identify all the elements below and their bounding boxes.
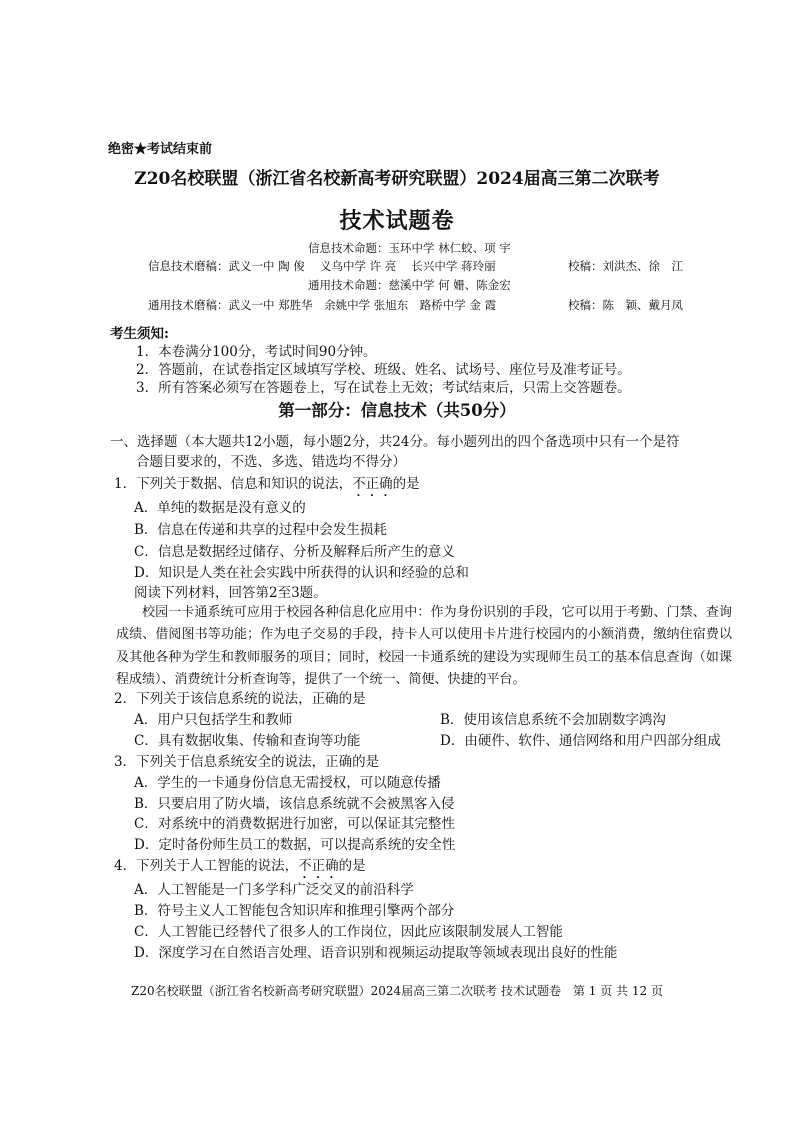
paper-title: 技术试题卷 xyxy=(339,208,455,234)
q4-option-c: C．人工智能已经替代了很多人的工作岗位，因此应该限制发展人工智能 xyxy=(134,924,563,940)
credit-info-reviewers: 信息技术磨稿：武义一中 陶 俊 义乌中学 许 亮 长兴中学 蒋玲丽 xyxy=(148,259,496,273)
credit-info-setter: 信息技术命题：玉环中学 林仁蛟、项 宇 xyxy=(308,241,511,255)
material-intro: 阅读下列材料，回答第2至3题。 xyxy=(134,585,327,601)
emphasis-not-correct: 不正确 xyxy=(352,476,393,492)
exam-title: Z20名校联盟（浙江省名校新高考研究联盟）2024届高三第二次联考 xyxy=(134,169,660,189)
credit-general-setter: 通用技术命题：慈溪中学 何 姗、陈金宏 xyxy=(308,278,511,292)
q2-option-b: B．使用该信息系统不会加剧数字鸿沟 xyxy=(440,712,666,728)
emphasis-not-correct: 不正确 xyxy=(298,858,339,874)
confidential-mark: 绝密★考试结束前 xyxy=(108,142,213,157)
q1-option-a: A．单纯的数据是没有意义的 xyxy=(134,500,306,516)
q2-option-d: D．由硬件、软件、通信网络和用户四部分组成 xyxy=(440,733,721,749)
question-2-stem: 2．下列关于该信息系统的说法，正确的是 xyxy=(114,691,366,707)
q3-option-b: B．只要启用了防火墙，该信息系统就不会被黑客入侵 xyxy=(134,796,455,812)
q1-option-d: D．知识是人类在社会实践中所获得的认识和经验的总和 xyxy=(134,565,469,581)
notice-item: 1．本卷满分100分，考试时间90分钟。 xyxy=(136,344,377,360)
q4-option-a: A．人工智能是一门多学科广泛交叉的前沿科学 xyxy=(134,882,414,898)
reading-passage: 校园一卡通系统可应用于校园各种信息化应用中：作为身份识别的手段，它可以用于考勤、门禁、查询成绩、借阅图书等功能；作为电子交易的手段，持卡人可以使用卡片进行校园内的小额消费，缴纳住宿费以及其他各种为学生和教师服务的项目；同时，校园一卡通系统的建设为实现师生员工的基本信息查询（如课程成绩）、消费统计分析查询等，提供了一个统一、简便、快捷的平台。 xyxy=(116,605,732,687)
page-footer: Z20名校联盟（浙江省名校新高考研究联盟）2024届高三第二次联考 技术试题卷 第 1 页 共 12 页 xyxy=(131,984,663,998)
q2-option-a: A．用户只包括学生和教师 xyxy=(134,712,293,728)
notice-item: 3．所有答案必须写在答题卷上，写在试卷上无效；考试结束后，只需上交答题卷。 xyxy=(136,380,631,396)
question-1-stem: 1．下列关于数据、信息和知识的说法，不正确的是 xyxy=(114,476,420,492)
q4-option-b: B．符号主义人工智能包含知识库和推理引擎两个部分 xyxy=(134,903,455,919)
part-title: 第一部分：信息技术（共50分） xyxy=(278,401,516,420)
credit-general-proof: 校稿：陈 颖、戴月凤 xyxy=(568,298,683,312)
section-instructions-cont: 合题目要求的，不选、多选、错选均不得分） xyxy=(136,454,406,470)
q2-option-c: C．具有数据收集、传输和查询等功能 xyxy=(134,733,361,749)
credit-general-reviewers: 通用技术磨稿：武义一中 郑胜华 余姚中学 张旭东 路桥中学 金 霞 xyxy=(148,298,497,312)
q1-option-c: C．信息是数据经过储存、分析及解释后所产生的意义 xyxy=(134,544,455,560)
notice-heading: 考生须知: xyxy=(110,326,169,342)
section-instructions: 一、选择题（本大题共12小题，每小题2分，共24分。每小题列出的四个备选项中只有一个是符 xyxy=(110,434,680,450)
q4-option-d: D．深度学习在自然语言处理、语音识别和视频运动提取等领域表现出良好的性能 xyxy=(134,945,618,961)
credit-info-proof: 校稿：刘洪杰、徐 江 xyxy=(568,259,683,273)
q3-option-d: D．定时备份师生员工的数据，可以提高系统的安全性 xyxy=(134,837,456,853)
q3-option-c: C．对系统中的消费数据进行加密，可以保证其完整性 xyxy=(134,816,455,832)
notice-item: 2．答题前，在试卷指定区域填写学校、班级、姓名、试场号、座位号及准考证号。 xyxy=(136,362,631,378)
q1-option-b: B．信息在传递和共享的过程中会发生损耗 xyxy=(134,522,387,538)
question-4-stem: 4．下列关于人工智能的说法，不正确的是 xyxy=(114,858,366,874)
q3-option-a: A．学生的一卡通身份信息无需授权，可以随意传播 xyxy=(134,775,441,791)
question-3-stem: 3．下列关于信息系统安全的说法，正确的是 xyxy=(114,754,380,770)
